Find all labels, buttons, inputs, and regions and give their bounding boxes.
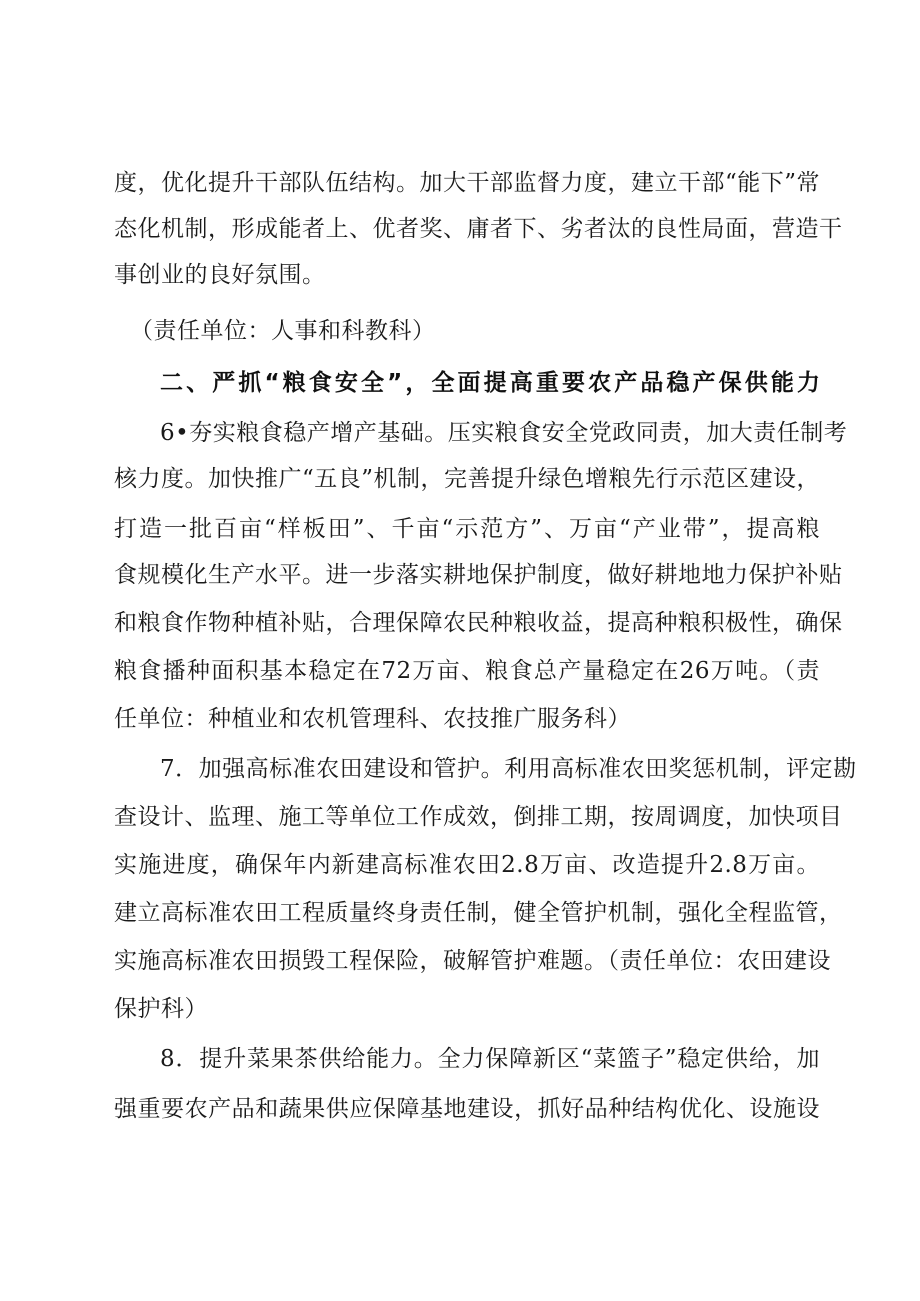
- responsible-unit-note: （责任单位：人事和科教科）: [130, 318, 436, 344]
- item-6-line: 和粮食作物种植补贴，合理保障农民种粮收益，提高种粮积极性，确保: [114, 610, 843, 636]
- item-6-line: 打造一批百亩“样板田”、千亩“示范方”、万亩“产业带”，提高粮: [114, 516, 820, 542]
- item-7-line: 建立高标准农田工程质量终身责任制，健全管护机制，强化全程监管，: [114, 900, 843, 926]
- item-7-line: 查设计、监理、施工等单位工作成效，倒排工期，按周调度，加快项目: [114, 804, 843, 830]
- paragraph-line: 态化机制，形成能者上、优者奖、庸者下、劣者汰的良性局面，营造干: [114, 216, 843, 242]
- item-6-line: 任单位：种植业和农机管理科、农技推广服务科）: [114, 706, 631, 732]
- item-7-line: 保护科）: [114, 996, 208, 1022]
- item-6-line: 粮食播种面积基本稳定在72万亩、粮食总产量稳定在26万吨。（责: [114, 658, 820, 684]
- item-7-line: 实施高标准农田损毁工程保险，破解管护难题。（责任单位：农田建设: [114, 948, 831, 974]
- item-8-line: 8．提升菜果茶供给能力。全力保障新区“菜篮子”稳定供给，加: [160, 1046, 820, 1072]
- paragraph-line: 事创业的良好氛围。: [114, 262, 326, 288]
- item-8-line: 强重要农产品和蔬果供应保障基地建设，抓好品种结构优化、设施设: [114, 1096, 820, 1122]
- paragraph-line: 度，优化提升干部队伍结构。加大干部监督力度，建立干部“能下”常: [114, 170, 821, 196]
- item-6-line: 6•夯实粮食稳产增产基础。压实粮食安全党政同责，加大责任制考: [160, 420, 848, 446]
- item-6-line: 食规模化生产水平。进一步落实耕地保护制度，做好耕地地力保护补贴: [114, 562, 843, 588]
- item-7-line: 实施进度，确保年内新建高标准农田2.8万亩、改造提升2.8万亩。: [114, 852, 820, 878]
- item-7-line: 7．加强高标准农田建设和管护。利用高标准农田奖惩机制，评定勘: [160, 756, 857, 782]
- item-6-line: 核力度。加快推广“五良”机制，完善提升绿色增粮先行示范区建设，: [114, 466, 821, 492]
- section-heading: 二、严抓“粮食安全”，全面提高重要农产品稳产保供能力: [160, 370, 820, 396]
